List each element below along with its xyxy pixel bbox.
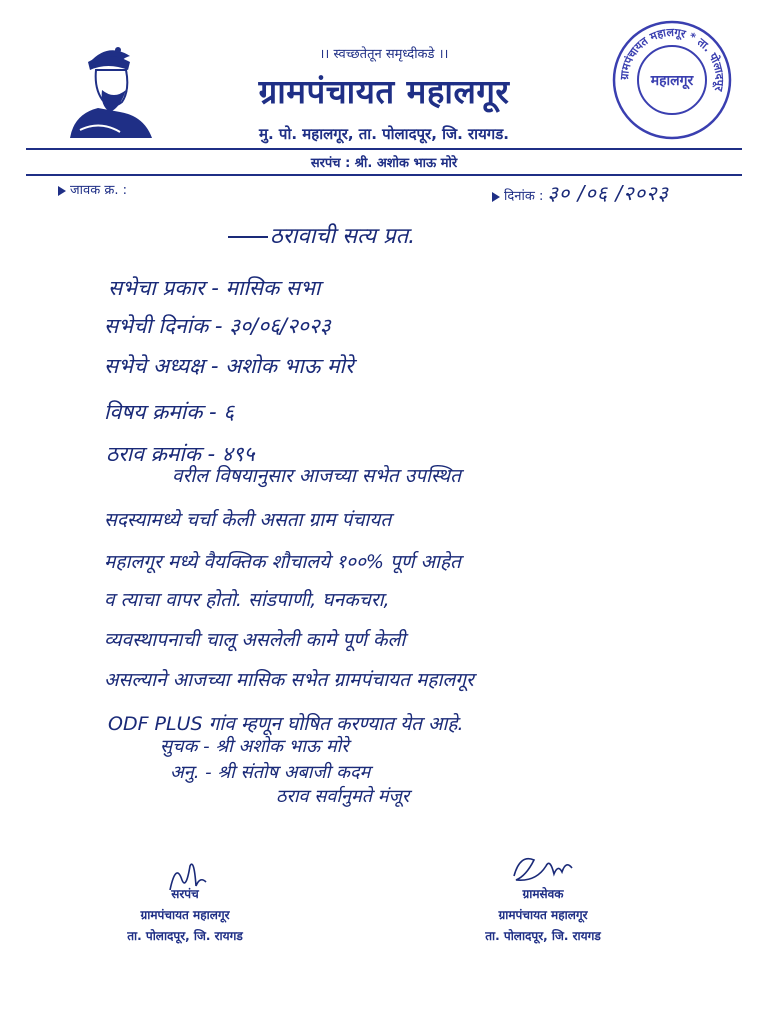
outward-number [58, 180, 171, 198]
date-value: ३० /०६ /२०२३ [547, 181, 669, 205]
paragraph-line: महालगूर मध्ये वैयक्तिक शौचालये १००% पूर्ण आहेत [104, 551, 461, 573]
seconder-line: अनु. - श्री संतोष अबाजी कदम [170, 762, 371, 783]
triangle-marker-icon [492, 192, 500, 202]
paragraph-line: व्यवस्थापनाची चालू असलेली कामे पूर्ण केली [104, 629, 406, 651]
sarpanch-line: सरपंच : श्री. अशोक भाऊ मोरे [310, 156, 458, 171]
date-block [492, 179, 669, 206]
outward-label: जावक क्र. : [70, 183, 127, 198]
triangle-marker-icon [58, 186, 66, 196]
paragraph-line: वरील विषयानुसार आजच्या सभेत उपस्थित [172, 465, 461, 487]
gramsevak-signature-block [468, 884, 618, 947]
paragraph-line: ODF PLUS गांव म्हणून घोषित करण्यात येत आहे. [108, 713, 464, 735]
proposer-line: सुचक - श्री अशोक भाऊ मोरे [160, 736, 349, 757]
document-heading: ठरावाची सत्य प्रत. [270, 224, 416, 249]
heading-dash [228, 236, 268, 238]
meeting-chair: सभेचे अध्यक्ष - अशोक भाऊ मोरे [104, 354, 354, 378]
resolution-passed-line: ठराव सर्वानुमते मंजूर [276, 786, 410, 807]
resolution-number: ठराव क्रमांक - ४९५ [106, 442, 255, 466]
divider-bottom [26, 174, 742, 176]
paragraph-line: असल्याने आजच्या मासिक सभेत ग्रामपंचायत महालगूर [104, 669, 474, 691]
signature-scribble [506, 846, 576, 890]
slogan: ।। स्वच्छतेतून समृध्दीकडे ।। [319, 47, 449, 62]
date-label: दिनांक : [504, 189, 544, 204]
office-title: ग्रामपंचायत महालगूर [258, 72, 510, 111]
divider-top [26, 148, 742, 150]
signature-place: ता. पोलादपूर, जि. रायगड [127, 929, 243, 943]
subject-number: विषय क्रमांक - ६ [104, 400, 235, 424]
signature-role: सरपंच [171, 887, 199, 901]
office-stamp [610, 18, 734, 142]
paragraph-line: सदस्यामध्ये चर्चा केली असता ग्राम पंचायत [104, 509, 392, 531]
signature-office: ग्रामपंचायत महालगूर [498, 908, 588, 922]
meeting-date: सभेची दिनांक - ३०/०६/२०२३ [104, 314, 331, 338]
meeting-type: सभेचा प्रकार - मासिक सभा [108, 276, 321, 300]
paragraph-line: व त्याचा वापर होतो. सांडपाणी, घनकचरा, [104, 589, 390, 611]
signature-scribble [160, 856, 210, 896]
signature-office: ग्रामपंचायत महालगूर [140, 908, 230, 922]
signature-place: ता. पोलादपूर, जि. रायगड [485, 929, 601, 943]
office-address: मु. पो. महालगूर, ता. पोलादपूर, जि. रायगड. [259, 125, 509, 143]
signature-role: ग्रामसेवक [522, 887, 564, 901]
stamp-ring-text: ग्रामपंचायत महालगूर * ता. पोलादपूर [617, 25, 727, 93]
stamp-center-text: महालगूर [650, 73, 694, 89]
sarpanch-signature-block [110, 884, 260, 947]
